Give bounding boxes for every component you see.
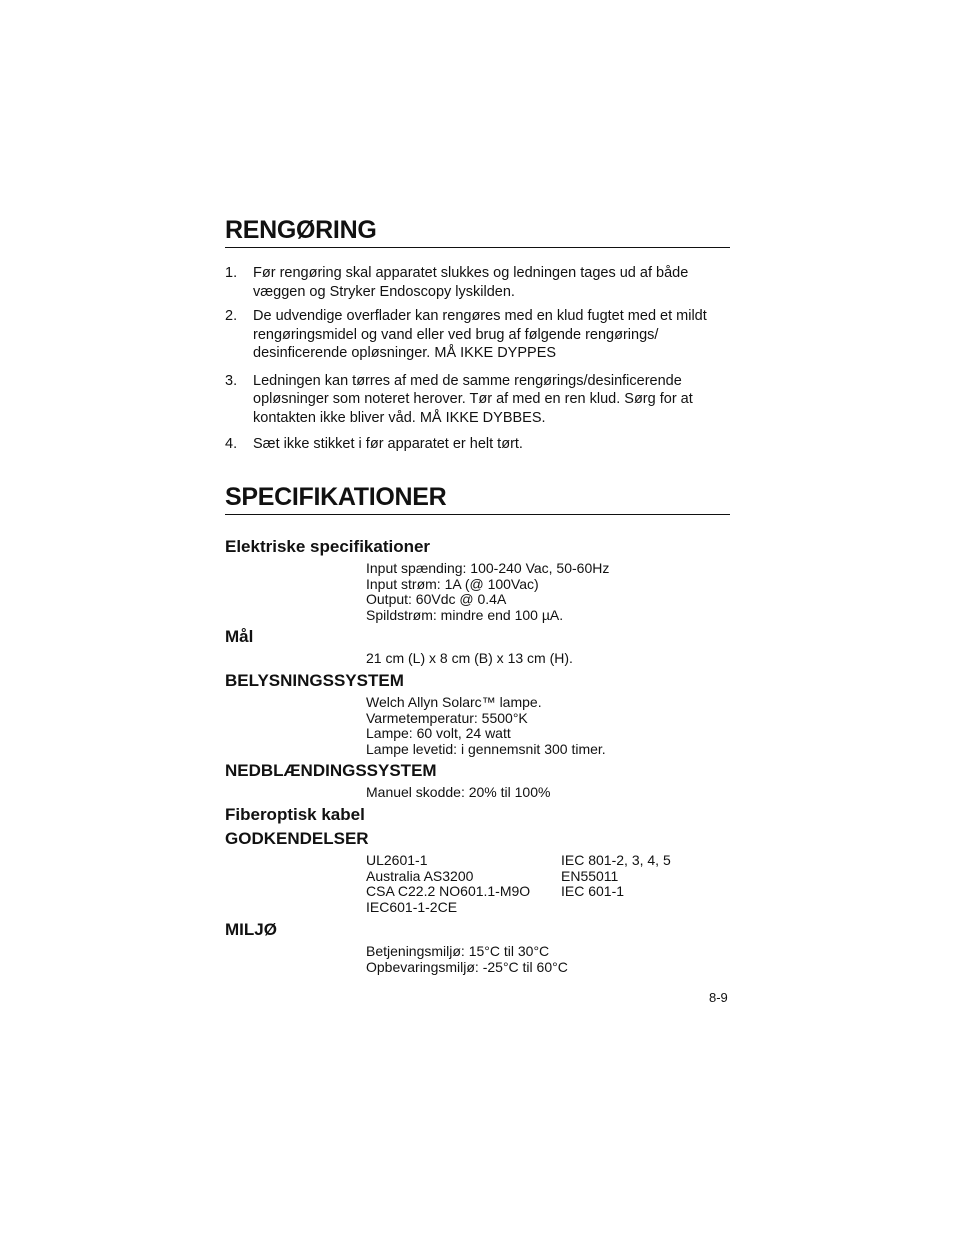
- spec-line: Spildstrøm: mindre end 100 µA.: [366, 606, 564, 623]
- fiber-heading: Fiberoptisk kabel: [225, 805, 365, 824]
- spec-line: Manuel skodde: 20% til 100%: [366, 784, 551, 800]
- electrical-heading: Elektriske specifikationer: [225, 537, 431, 556]
- electrical-values: [366, 561, 609, 623]
- step-number: 1.: [225, 265, 238, 281]
- spec-line: Input strøm: 1A (@ 100Vac): [366, 575, 539, 592]
- step-text: Før rengøring skal apparatet slukkes og ledningen tages ud af både væggen og Stryker Endoscopy lyskilden.: [253, 265, 689, 300]
- approval-item: IEC 801-2, 3, 4, 5: [561, 852, 671, 868]
- list-item: [225, 307, 730, 363]
- dimensions-values: [366, 651, 573, 667]
- dimming-heading: NEDBLÆNDINGSSYSTEM: [225, 761, 437, 780]
- cleaning-steps: [225, 264, 730, 454]
- approval-item: IEC 601-1: [561, 883, 625, 899]
- spec-line: Welch Allyn Solarc™ lampe.: [366, 694, 542, 710]
- step-number: 3.: [225, 372, 238, 389]
- step-text: De udvendige overflader kan rengøres med en klud fugtet med et mildt rengøringsmidel og vand eller ved brug af følgende rengørings/ desinficerende opløsninger. MÅ IKKE DYPPES: [253, 308, 707, 361]
- list-item: [225, 264, 730, 301]
- spec-line: Opbevaringsmiljø: -25°C til 60°C: [366, 958, 568, 975]
- approvals-left-column: [366, 853, 530, 915]
- spec-line: 21 cm (L) x 8 cm (B) x 13 cm (H).: [366, 650, 573, 666]
- spec-line: Betjeningsmiljø: 15°C til 30°C: [366, 943, 550, 959]
- specifications-heading: SPECIFIKATIONER: [225, 482, 730, 515]
- step-number: 4.: [225, 436, 238, 452]
- list-item: [225, 435, 730, 454]
- dimensions-heading: Mål: [225, 627, 254, 646]
- cleaning-heading: RENGØRING: [225, 215, 730, 248]
- approvals-heading: GODKENDELSER: [225, 829, 369, 848]
- list-item: [225, 372, 730, 428]
- approval-item: UL2601-1: [366, 852, 428, 868]
- spec-line: Varmetemperatur: 5500°K: [366, 709, 528, 726]
- step-number: 2.: [225, 308, 238, 324]
- lighting-values: [366, 695, 606, 757]
- approval-item: EN55011: [561, 867, 619, 884]
- environment-heading: MILJØ: [225, 920, 277, 939]
- spec-line: Input spænding: 100-240 Vac, 50-60Hz: [366, 560, 610, 576]
- lighting-heading: BELYSNINGSSYSTEM: [225, 671, 404, 690]
- page-number: 8-9: [709, 990, 728, 1005]
- approval-item: CSA C22.2 NO601.1-M9O: [366, 883, 531, 899]
- approval-item: Australia AS3200: [366, 867, 474, 884]
- step-text: Ledningen kan tørres af med de samme rengørings/desinficerende opløsninger som noteret herover. Tør af med en ren klud. Sørg for at kontakten ikke bliver våd. MÅ IKKE DYBBES.: [253, 372, 693, 426]
- approvals-right-column: [561, 853, 671, 900]
- spec-line: Output: 60Vdc @ 0.4A: [366, 591, 507, 607]
- dimming-values: [366, 785, 550, 801]
- spec-line: Lampe: 60 volt, 24 watt: [366, 725, 511, 741]
- spec-line: Lampe levetid: i gennemsnit 300 timer.: [366, 740, 606, 757]
- step-text: Sæt ikke stikket i før apparatet er helt tørt.: [253, 436, 523, 452]
- approval-item: IEC601-1-2CE: [366, 898, 458, 915]
- environment-values: [366, 944, 568, 975]
